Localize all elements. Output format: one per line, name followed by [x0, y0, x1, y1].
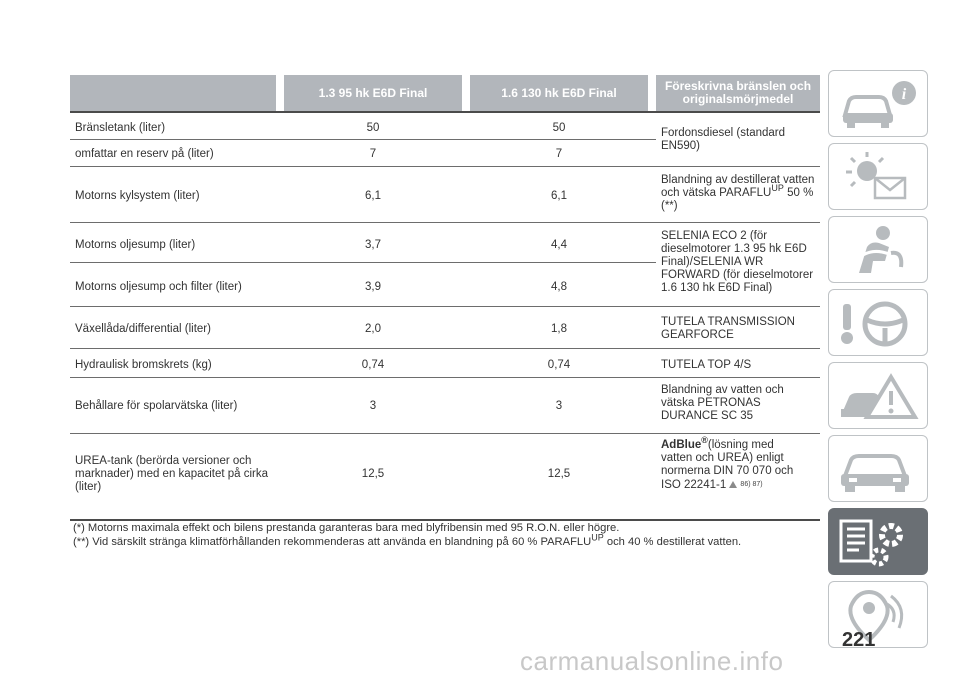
- warning-reference: [729, 478, 762, 491]
- header-rule: [70, 111, 820, 113]
- footnote-2-end: och 40 % destillerat vatten.: [606, 536, 742, 548]
- row-urea-v1: 12,5: [361, 468, 385, 480]
- fluid-coolant-text: Blandning av destillerat vatten och vätska PARAFLU: [661, 174, 815, 199]
- row-fuel-tank-v2: 50: [552, 122, 566, 134]
- tab-warning-lights[interactable]: [828, 143, 928, 210]
- row-fuel-tank-v1: 50: [366, 122, 380, 134]
- row-gearbox-label: Växellåda/differential (liter): [75, 323, 211, 335]
- tab-technical-data[interactable]: [828, 508, 928, 575]
- row-urea-label: UREA-tank (berörda versioner och marknader) med en kapacitet på cirka (liter): [75, 455, 269, 493]
- header-fluids: Föreskrivna bränslen och originalsmörjmedel: [656, 75, 820, 111]
- adblue-description: (lösning med vatten och UREA) enligt normerna DIN 70 070 och ISO 22241-1: [661, 439, 794, 491]
- technical-data-icon: [829, 509, 929, 576]
- row-oil-filter-label: Motorns oljesump och filter (liter): [75, 281, 242, 293]
- row-brake-v1: 0,74: [361, 359, 385, 371]
- footnote-1: (*) Motorns maximala effekt och bilens prestanda garanteras bara med blyfribensin med 95 R.O.N. eller högre.: [73, 522, 620, 534]
- emergency-icon: [829, 363, 929, 430]
- row-divider: [70, 139, 656, 140]
- tab-safety[interactable]: [828, 216, 928, 283]
- fluid-engine-oil: SELENIA ECO 2 (för dieselmotorer 1.3 95 hk E6D Final)/SELENIA WR FORWARD (för dieselmotorer 1.6 130 hk E6D Final): [661, 230, 814, 294]
- table-bottom-rule: [70, 519, 820, 521]
- fluid-adblue: [661, 435, 801, 492]
- row-oil-sump-label: Motorns oljesump (liter): [75, 239, 196, 251]
- row-gearbox-v1: 2,0: [365, 323, 381, 335]
- adblue-brand: AdBlue: [661, 439, 702, 451]
- fluid-coolant-ratio: 50 % (**): [661, 187, 814, 212]
- row-brake-label: Hydraulisk bromskrets (kg): [75, 359, 212, 371]
- watermark: carmanualsonline.info: [520, 646, 784, 676]
- row-washer-v2: 3: [555, 400, 563, 412]
- adblue-registered: ®: [701, 435, 708, 446]
- tab-emergency[interactable]: [828, 362, 928, 429]
- header-engine-1-3: 1.3 95 hk E6D Final: [284, 75, 462, 111]
- row-divider: [70, 377, 820, 378]
- fluid-washer: Blandning av vatten och vätska PETRONAS DURANCE SC 35: [661, 384, 784, 422]
- fluid-coolant-sup: UP: [771, 183, 784, 194]
- row-oil-filter-v2: 4,8: [551, 281, 567, 293]
- svg-text:i: i: [901, 86, 907, 103]
- row-divider: [70, 306, 820, 307]
- starting-driving-icon: [829, 290, 929, 357]
- page-number: 221: [842, 629, 876, 651]
- row-washer-label: Behållare för spolarvätska (liter): [75, 400, 238, 412]
- row-urea-v2: 12,5: [547, 468, 571, 480]
- row-reserve-label: omfattar en reserv på (liter): [75, 148, 214, 160]
- row-oil-sump-v2: 4,4: [551, 239, 567, 251]
- car-info-icon: [829, 71, 929, 138]
- row-divider: [70, 348, 820, 349]
- tab-maintenance[interactable]: [828, 435, 928, 502]
- row-gearbox-v2: 1,8: [551, 323, 567, 335]
- fluid-brake: TUTELA TOP 4/S: [661, 359, 752, 371]
- row-divider: [70, 222, 820, 223]
- footnote-2-sup: UP: [591, 532, 604, 543]
- header-empty: [70, 75, 276, 111]
- row-oil-sump-v1: 3,7: [365, 239, 381, 251]
- fluid-coolant: [661, 174, 821, 213]
- row-washer-v1: 3: [369, 400, 377, 412]
- footnote-2: [73, 532, 742, 548]
- fluid-fuel: Fordonsdiesel (standard EN590): [661, 127, 786, 152]
- warning-lights-icon: [829, 144, 929, 211]
- warning-triangle-icon: [729, 481, 737, 488]
- row-reserve-v2: 7: [555, 148, 563, 160]
- maintenance-icon: [829, 436, 929, 503]
- row-divider: [70, 433, 820, 434]
- header-engine-1-6: 1.6 130 hk E6D Final: [470, 75, 648, 111]
- safety-icon: [829, 217, 929, 284]
- row-oil-filter-v1: 3,9: [365, 281, 381, 293]
- row-coolant-v1: 6,1: [365, 190, 381, 202]
- row-divider: [70, 166, 820, 167]
- row-fuel-tank-label: Bränsletank (liter): [75, 122, 166, 134]
- tab-car-info[interactable]: [828, 70, 928, 137]
- footnote-2-text: (**) Vid särskilt stränga klimatförhållanden rekommenderas att använda en blandning på 60 % PARAFLU: [73, 536, 592, 548]
- row-brake-v2: 0,74: [547, 359, 571, 371]
- fluid-transmission: TUTELA TRANSMISSION GEARFORCE: [661, 316, 795, 341]
- row-divider: [70, 262, 656, 263]
- row-coolant-v2: 6,1: [551, 190, 567, 202]
- row-coolant-label: Motorns kylsystem (liter): [75, 190, 200, 202]
- warning-refs: 86) 87): [740, 481, 763, 488]
- tab-starting-driving[interactable]: [828, 289, 928, 356]
- row-reserve-v1: 7: [369, 148, 377, 160]
